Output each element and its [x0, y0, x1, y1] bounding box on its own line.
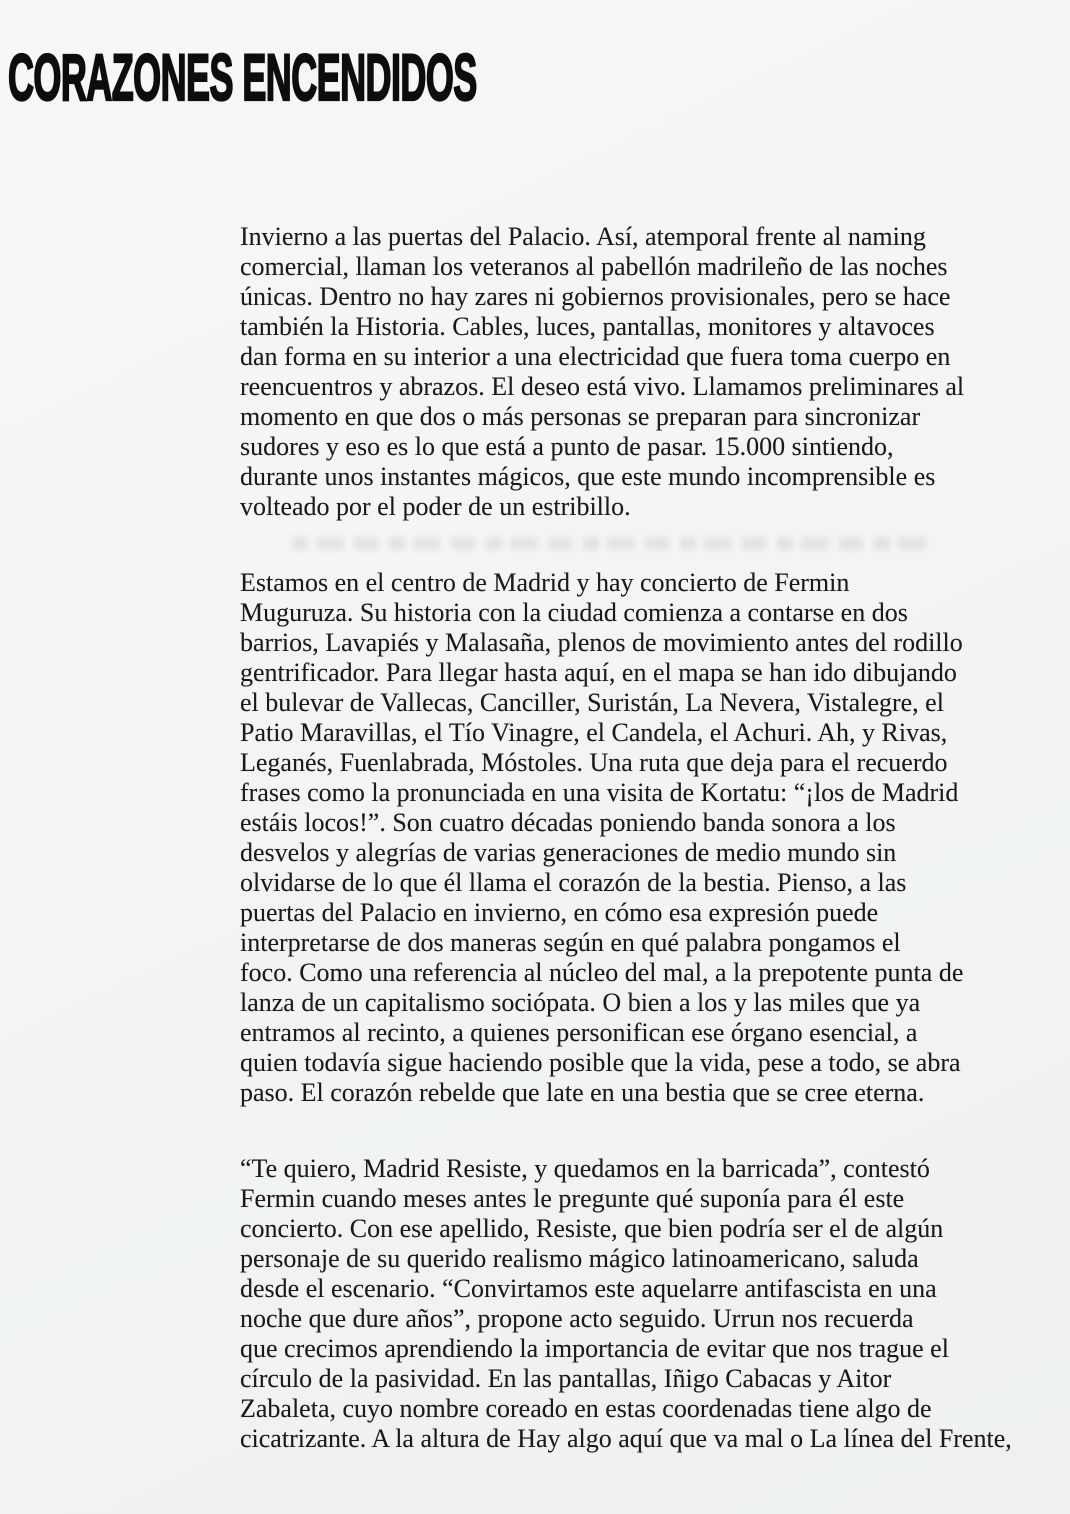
text-line: Patio Maravillas, el Tío Vinagre, el Candela, el Achuri. Ah, y Rivas, [240, 718, 948, 747]
paragraph [240, 1154, 1036, 1454]
text-line: gentrificador. Para llegar hasta aquí, en el mapa se han ido dibujando [240, 658, 957, 687]
text-line: Estamos en el centro de Madrid y hay concierto de Fermin [240, 568, 850, 597]
text-line: volteado por el poder de un estribillo. [240, 492, 631, 521]
text-line: frases como la pronunciada en una visita de Kortatu: “¡los de Madrid [240, 778, 959, 807]
text-line: dan forma en su interior a una electricidad que fuera toma cuerpo en [240, 342, 951, 371]
text-line: únicas. Dentro no hay zares ni gobiernos provisionales, pero se hace [240, 282, 951, 311]
text-line: cicatrizante. A la altura de Hay algo aquí que va mal o La línea del Frente, [240, 1424, 1012, 1453]
text-line: puertas del Palacio en invierno, en cómo esa expresión puede [240, 898, 879, 927]
text-line: estáis locos!”. Son cuatro décadas poniendo banda sonora a los [240, 808, 896, 837]
text-line: que crecimos aprendiendo la importancia de evitar que nos trague el [240, 1334, 949, 1363]
text-line: desvelos y alegrías de varias generaciones de medio mundo sin [240, 838, 897, 867]
text-line: noche que dure años”, propone acto seguido. Urrun nos recuerda [240, 1304, 914, 1333]
text-line: desde el escenario. “Convirtamos este aquelarre antifascista en una [240, 1274, 937, 1303]
text-line: Invierno a las puertas del Palacio. Así, atemporal frente al naming [240, 222, 926, 251]
text-line: “Te quiero, Madrid Resiste, y quedamos en la barricada”, contestó [240, 1154, 930, 1183]
text-line: Muguruza. Su historia con la ciudad comienza a contarse en dos [240, 598, 908, 627]
text-line: paso. El corazón rebelde que late en una bestia que se cree eterna. [240, 1078, 925, 1107]
text-line: foco. Como una referencia al núcleo del mal, a la prepotente punta de [240, 958, 964, 987]
text-line: quien todavía sigue haciendo posible que la vida, pese a todo, se abra [240, 1048, 961, 1077]
paragraph [240, 222, 1036, 522]
text-line: barrios, Lavapiés y Malasaña, plenos de movimiento antes del rodillo [240, 628, 963, 657]
text-line: lanza de un capitalismo sociópata. O bien a los y las miles que ya [240, 988, 921, 1017]
text-line: entramos al recinto, a quienes personifican ese órgano esencial, a [240, 1018, 918, 1047]
text-line: Fermin cuando meses antes le pregunte qué suponía para él este [240, 1184, 905, 1213]
text-line: interpretarse de dos maneras según en qué palabra pongamos el [240, 928, 901, 957]
text-line: concierto. Con ese apellido, Resiste, que bien podría ser el de algún [240, 1214, 944, 1243]
text-line: reencuentros y abrazos. El deseo está vivo. Llamamos preliminares al [240, 372, 965, 401]
article-title: CORAZONES ENCENDIDOS [8, 40, 477, 114]
text-line: olvidarse de lo que él llama el corazón de la bestia. Pienso, a las [240, 868, 907, 897]
text-line: Zabaleta, cuyo nombre coreado en estas coordenadas tiene algo de [240, 1394, 932, 1423]
article-body [240, 222, 1036, 1454]
text-line: Leganés, Fuenlabrada, Móstoles. Una ruta que deja para el recuerdo [240, 748, 948, 777]
text-line: comercial, llaman los veteranos al pabellón madrileño de las noches [240, 252, 948, 281]
text-line: también la Historia. Cables, luces, pantallas, monitores y altavoces [240, 312, 935, 341]
text-line: personaje de su querido realismo mágico latinoamericano, saluda [240, 1244, 919, 1273]
text-line: el bulevar de Vallecas, Canciller, Suristán, La Nevera, Vistalegre, el [240, 688, 944, 717]
text-line: momento en que dos o más personas se preparan para sincronizar [240, 402, 921, 431]
paragraph [240, 568, 1036, 1108]
text-line: durante unos instantes mágicos, que este mundo incomprensible es [240, 462, 936, 491]
text-line: sudores y eso es lo que está a punto de pasar. 15.000 sintiendo, [240, 432, 894, 461]
text-line: círculo de la pasividad. En las pantallas, Iñigo Cabacas y Aitor [240, 1364, 892, 1393]
